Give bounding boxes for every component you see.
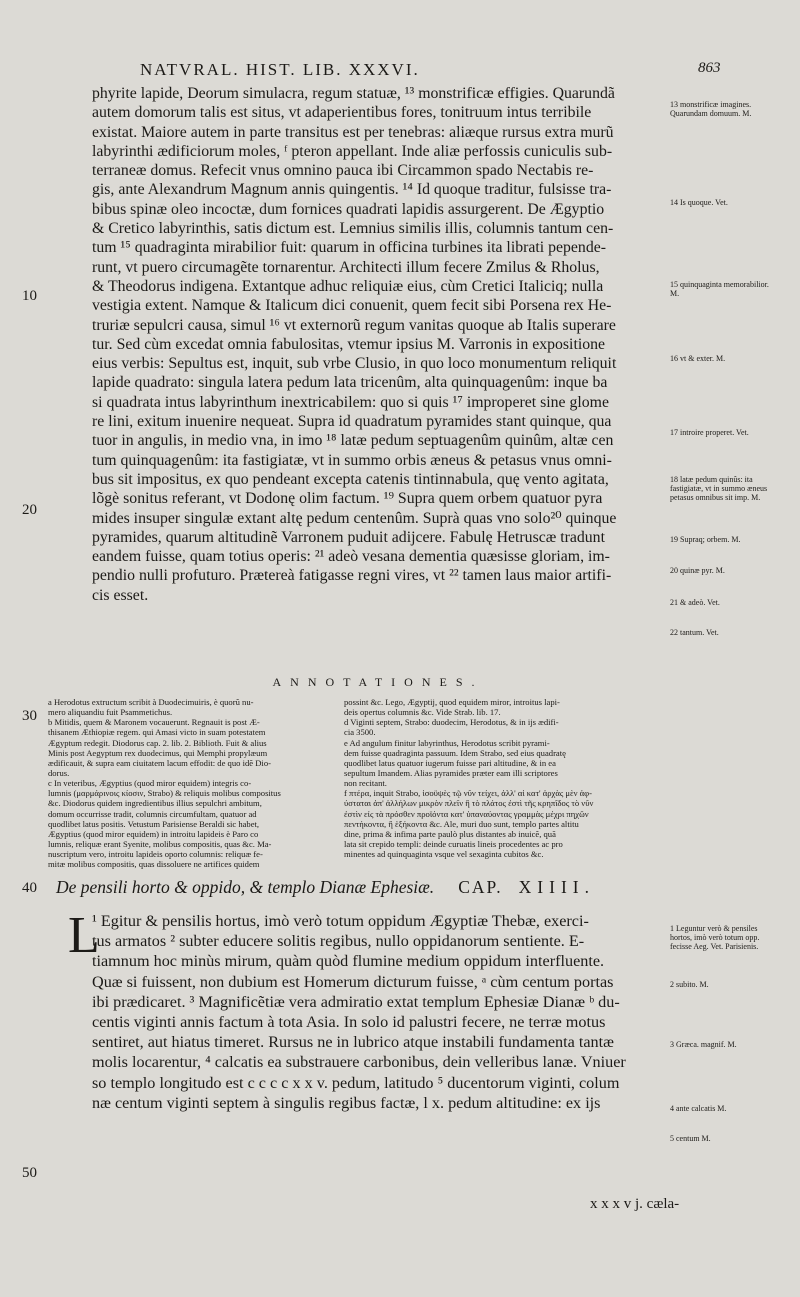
annotation-line: possint &c. Lego, Ægyptij, quod equidem miror, introitus lapi-	[344, 697, 560, 707]
annotation-line: lata sit crepido templi: deinde curuatis lineis procedentes ac pro	[344, 838, 563, 849]
annotation-line: &c. Diodorus quidem ingredientibus illius sepulchri ambitum,	[48, 798, 262, 809]
text-line: so templo longitudo est c c c c x x v. pedum, latitudo ⁵ ducentorum viginti, colum	[92, 1073, 620, 1092]
margin-note: 1 Leguntur verò & pensiles hortos, imò verò totum opp. fecisse Aeg. Vet. Parisienis.	[670, 924, 760, 951]
annotation-line: sepultum Imandem. Alias pyramides præter eam illi scriptores	[344, 767, 558, 778]
chapter-number: XIIII.	[518, 877, 595, 897]
annotation-line: d Viginti septem, Strabo: duodecim, Herodotus, & in ijs ædifi-	[344, 717, 559, 728]
margin-note: 19 Supraq; orbem. M.	[670, 535, 741, 544]
text-line: gis, ante Alexandrum Magnum annis quingentis. ¹⁴ Id quoque traditur, fulsisse tra-	[92, 181, 612, 199]
annotation-line: ύσταται ἀπ' ἀλλήλων μικρὸν πλεῖν ἢ τὸ πλάτος ἐστὶ τῆς κρηπῖδος τὸ νῦν	[344, 798, 594, 809]
text-line: tuor in angulis, in medio vna, in imo ¹⁸ latæ pedum septuagenûm quinûm, altæ cen	[92, 432, 614, 450]
text-line: pendio nulli profuturo. Prætereà fatigasse regni vires, vt ²² tamen laus maior artifi-	[92, 567, 612, 585]
annotation-line: b Mitidis, quem & Maronem vocauerunt. Regnauit is post Æ-	[48, 717, 260, 728]
margin-note: 14 Is quoque. Vet.	[670, 198, 728, 207]
annotation-line: quodlibet latus quatuor iugerum fuisse pari altitudine, & in ea	[344, 757, 556, 768]
chapter-text-block	[92, 911, 662, 1113]
text-line: autem domorum talis est situs, vt adaperientibus fores, tonitruum intus terribile	[92, 104, 592, 122]
text-line: si quadrata intus labyrinthum inextricabilem: quo si quis ¹⁷ improperet sine glome	[92, 393, 609, 411]
page-number: 863	[698, 60, 721, 76]
annotation-line: c In veteribus, Ægyptius (quod miror equidem) integris co-	[48, 778, 252, 789]
text-line: eandem fuisse, quam totius operis: ²¹ adeò vesana dementia quæsisse gloriam, im-	[92, 548, 610, 566]
line-number-30: 30	[22, 708, 37, 724]
annotation-line: minentes ad quinquaginta vsque vel sexaginta cubitos &c.	[344, 849, 544, 860]
margin-note: 5 centum M.	[670, 1134, 711, 1143]
annotation-line: ἐστὶν εἰς τὰ πρόσθεν προϊόντα κατ' ὑπαναύοντας γραμμὰς μέχρι πηχῶν	[344, 808, 589, 819]
running-head: NATVRAL. HIST. LIB. XXXVI.	[140, 60, 420, 79]
text-line: & Cretico labyrinthis, satis dictum est. Lemnius similis illis, columnis tantum cen-	[92, 220, 614, 238]
annotation-line: Ægyptius (quod miror equidem) in introitu lapideis è Paro co	[48, 828, 259, 839]
text-line: lõgè sonitus referant, vt Dodonę olim factum. ¹⁹ Supra quem orbem quatuor pyra	[92, 490, 603, 508]
text-line: mides insuper singulæ extant altę pedum centenûm. Suprà quas vno solo²⁰ quinque	[92, 509, 617, 527]
chapter-cap-label: CAP.	[458, 877, 503, 897]
margin-note: 13 monstrificæ imagines. Quarundam domuum. M.	[670, 100, 752, 118]
text-line: ibi prædicaret. ³ Magnificẽtiæ vera admiratio extat templum Ephesiæ Dianæ ᵇ du-	[92, 992, 620, 1011]
annotation-line: dorus.	[48, 767, 70, 778]
margin-note: 18 latæ pedum quinûs: ita fastigiatæ, vt in summo æneus petasus omnibus sit imp. M.	[670, 475, 768, 502]
annotation-line: nuscriptum vero, introitu lapideis oporto columnis: reliquæ fe-	[48, 849, 263, 860]
chapter-heading	[56, 877, 676, 898]
annotation-line: a Herodotus extructum scribit à Duodecimuiris, è quorũ nu-	[48, 697, 254, 707]
text-line: centis viginti annis factum à tota Asia. In solo id palustri fecere, ne terræ motus	[92, 1012, 606, 1031]
margin-note: 3 Græca. magnif. M.	[670, 1040, 737, 1049]
text-line: bibus spinæ oleo incoctæ, dum fornices quadrati lapidis assurgerent. De Ægyptio	[92, 200, 605, 218]
annotation-line: thisanem Æthiopiæ regem. qui Amasi victo in suam potestatem	[48, 727, 266, 738]
annotation-line: cia 3500.	[344, 727, 376, 738]
margin-note: 4 ante calcatis M.	[670, 1104, 727, 1113]
annotation-line: mitæ molibus compositis, quas dissoluere ne artifices quidem	[48, 859, 260, 870]
text-line: lapide quadrato: singula latera pedum lata tricenûm, alta quinquagenûm: inque ba	[92, 374, 608, 392]
text-line: tus armatos ² subter educere solitis regibus, nullo oppidanorum sentiente. E-	[92, 932, 585, 951]
text-line: Quæ si fuissent, non dubium est Homerum dicturum fuisse, ᵃ cùm centum portas	[92, 972, 614, 991]
text-line: tum ¹⁵ quadraginta mirabilior fuit: quarum in officina turbines ita librati pepende-	[92, 239, 606, 257]
margin-note: 17 introire properet. Vet.	[670, 428, 749, 437]
line-number-20: 20	[22, 502, 37, 518]
annotation-line: domum occurrisse tradit, columnis circumfultam, quatuor ad	[48, 808, 257, 819]
margin-note: 16 vt & exter. M.	[670, 354, 726, 363]
text-line: næ centum viginti septem à singulis regibus factæ, l x. pedum altitudine: ex ijs	[92, 1093, 601, 1112]
annotations-heading: ANNOTATIONES.	[272, 675, 484, 689]
annotation-line: e Ad angulum finitur labyrinthus, Herodotus scribit pyrami-	[344, 737, 550, 748]
text-line: tiamnum hoc minùs mirum, quàm quòd flumine medium oppidum interfluente.	[92, 952, 605, 971]
text-line: vestigia extent. Namque & Italicum dici conuenit, quem fecit sibi Porsena rex He-	[92, 297, 612, 315]
annotation-line: lumnis, reliquæ erant Syenite, molibus compositis, quas &c. Ma-	[48, 838, 272, 849]
text-line: cis esset.	[92, 586, 149, 604]
text-line: existat. Maiore autem in parte transitus est per tenebras: aliæque rursus extra murũ	[92, 123, 614, 141]
annotation-line: Minis post Aegyptum rex duodecimus, qui Memphi propylæum	[48, 747, 268, 758]
annotation-line: dem fuisse quadraginta passuum. Idem Strabo, sed eius quadratę	[344, 747, 566, 758]
annotation-line: dine, prima & infima parte paulò plus distantes ab inuicẽ, quã	[344, 828, 556, 839]
line-number-50: 50	[22, 1165, 37, 1181]
drop-cap: L	[68, 907, 100, 964]
annotation-line: quodlibet latus positis. Vetustum Parisiense Beraldi sic habet,	[48, 818, 260, 829]
margin-note: 15 quinquaginta memorabilior. M.	[670, 280, 769, 298]
annotation-line: f πτέρα, inquit Strabo, ἰσοϋψὲς τῷ νῦν τείχει, ἀλλ' αἱ κατ' ἀρχὰς μὲν ἀφ-	[344, 788, 592, 799]
text-line: terraneæ domus. Refecit vnus omnino pauca ibi Circammon spado Nectabis re-	[92, 162, 594, 180]
text-line: sentiret, aut hiatus timeret. Rursus ne in lubrico atque instabili fundamenta tantæ	[92, 1033, 614, 1052]
text-line: pyramides, quarum altitudinẽ Varronem puduit adijcere. Fabulę Hetruscæ tradunt	[92, 528, 605, 546]
margin-note: 21 & adeò. Vet.	[670, 598, 720, 607]
annotation-line: lumnis (μαρμάρινοις κίοσιν, Strabo) & reliquis molibus compositus	[48, 788, 281, 799]
text-line: truriæ sepulcri causa, simul ¹⁶ vt externorũ regum vanitas quoque ab Italis superare	[92, 316, 616, 334]
annotation-line: non recitant.	[344, 778, 387, 789]
line-number-10: 10	[22, 288, 37, 304]
text-line: labyrinthi ædificiorum moles, ᶠ pteron appellant. Inde aliæ perfossis cuniculis sub-	[92, 142, 613, 160]
margin-note: 20 quinæ pyr. M.	[670, 566, 725, 575]
text-line: eius verbis: Sepultus est, inquit, sub vrbe Clusio, in quo loco monumentum reliquit	[92, 355, 617, 373]
text-line: molis locarentur, ⁴ calcatis ea substrauere carbonibus, dein velleribus lanæ. Vniuer	[92, 1053, 626, 1072]
text-line: tur. Sed cùm excedat omnia fabulositas, vtemur ipsius M. Varronis in expositione	[92, 335, 606, 353]
catchword-line: x x x v j. cæla-	[590, 1196, 680, 1212]
margin-note: 22 tantum. Vet.	[670, 628, 719, 637]
text-line: ¹ Egitur & pensilis hortus, imò verò totum oppidum Ægyptiæ Thebæ, exerci-	[92, 912, 589, 930]
annotations-left-column	[48, 697, 334, 869]
text-line: & Theodorus indigena. Extantque adhuc reliquiæ eius, cùm Cretici Italiciq; nulla	[92, 277, 604, 295]
annotation-line: mero aliquandiu fuit Psammetichus.	[48, 707, 173, 718]
text-line: runt, vt puero circumagẽte tornarentur. Architecti illum fecere Zmilus & Rholus,	[92, 258, 600, 276]
chapter-title: De pensili horto & oppido, & templo Dianæ Ephesiæ.	[56, 877, 435, 897]
text-line: phyrite lapide, Deorum simulacra, regum statuæ, ¹³ monstrificæ effigies. Quarundã	[92, 85, 615, 102]
text-line: re lini, exitum inuenire nequeat. Supra id quadratum pyramides stant quinque, qua	[92, 413, 612, 431]
annotation-line: deis opertus columnis &c. Vide Strab. lib. 17.	[344, 707, 501, 718]
annotation-line: Ægyptum redegit. Diodorus cap. 2. lib. 2. Biblioth. Fuit & alius	[48, 737, 267, 748]
line-number-40: 40	[22, 880, 37, 896]
annotation-line: ædificauit, & supra eam ciuitatem lacum effodit: de quo idẽ Dio-	[48, 757, 271, 768]
annotations-right-column	[344, 697, 630, 859]
text-line: tum quinquagenûm: ita fastigiatæ, vt in summo orbis æneus & petasus vnus omni-	[92, 451, 612, 469]
main-text-block	[92, 84, 664, 605]
margin-note: 2 subito. M.	[670, 980, 709, 989]
annotation-line: πεντήκοντα, ἢ ἑξήκοντα &c. Ale, muri duo sunt, templo partes altitu	[344, 818, 579, 829]
text-line: bus sit impositus, ex quo pendeant excepta catenis tintinnabula, quę vento agitata,	[92, 470, 609, 488]
